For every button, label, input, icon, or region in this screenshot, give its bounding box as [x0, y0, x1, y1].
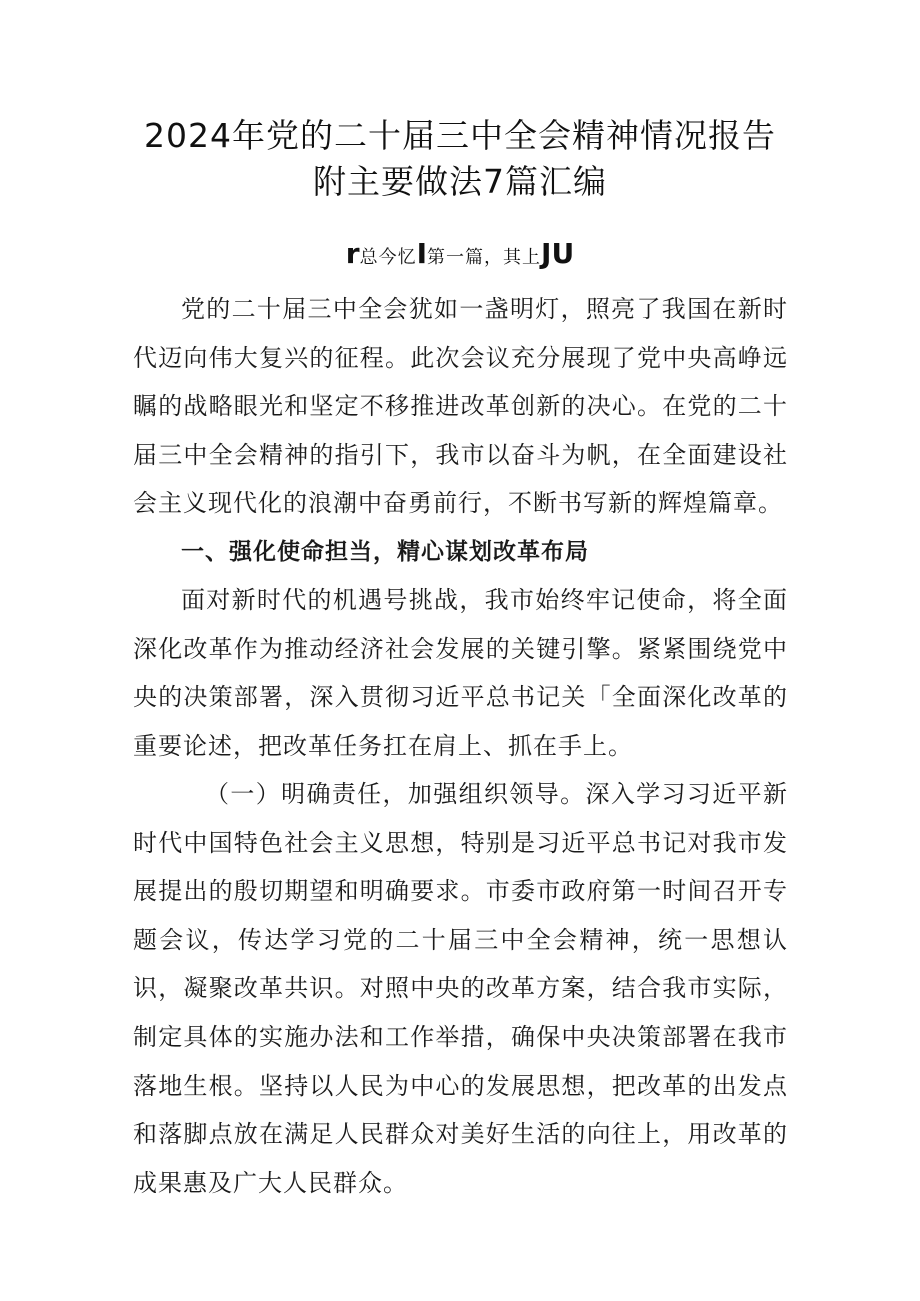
body-paragraph: 党的二十届三中全会犹如一盏明灯，照亮了我国在新时代迈向伟大复兴的征程。此次会议充分展现了党中央高峥远瞩的战略眼光和坚定不移推进改革创新的决心。在党的二十届三中全会精神的指引下，我市以奋斗为帆，在全面建设社会主义现代化的浪潮中奋勇前行，不断书写新的辉煌篇章。 [133, 295, 788, 518]
body-paragraph: 面对新时代的机遇号挑战，我市始终牢记使命，将全面深化改革作为推动经济社会发展的关键引擎。紧紧围绕党中央的决策部署，深入贯彻习近平总书记关「全面深化改革的重要论述，把改革任务扛在肩上、抓在手上。 [133, 586, 788, 760]
subtitle-fragment: 第一篇，其上 [427, 247, 542, 268]
section-heading: 一、强化使命担当，精心谋划改革布局 [181, 539, 589, 565]
subtitle-fragment: 总今忆 [359, 247, 417, 268]
subtitle-fragment: r [345, 237, 360, 270]
subtitle-fragment: JU [541, 237, 575, 270]
body-paragraph: （一）明确责任，加强组织领导。深入学习习近平新时代中国特色社会主义思想，特别是习近平总书记对我市发展提出的殷切期望和明确要求。市委市政府第一时间召开专题会议，传达学习党的二十届三中全会精神，统一思想认识，凝聚改革共识。对照中央的改革方案，结合我市实际，制定具体的实施办法和工作举措，确保中央决策部署在我市落地生根。坚持以人民为中心的发展思想，把改革的出发点和落脚点放在满足人民群众对美好生活的向往上，用改革的成果惠及广大人民群众。 [133, 780, 788, 1197]
document-title-line-2: 附主要做法7篇汇编 [313, 162, 607, 201]
document-title-line-1: 2024年党的二十届三中全会精神情况报告 [144, 116, 776, 155]
section-subtitle [0, 237, 920, 270]
subtitle-fragment: I [416, 237, 428, 270]
